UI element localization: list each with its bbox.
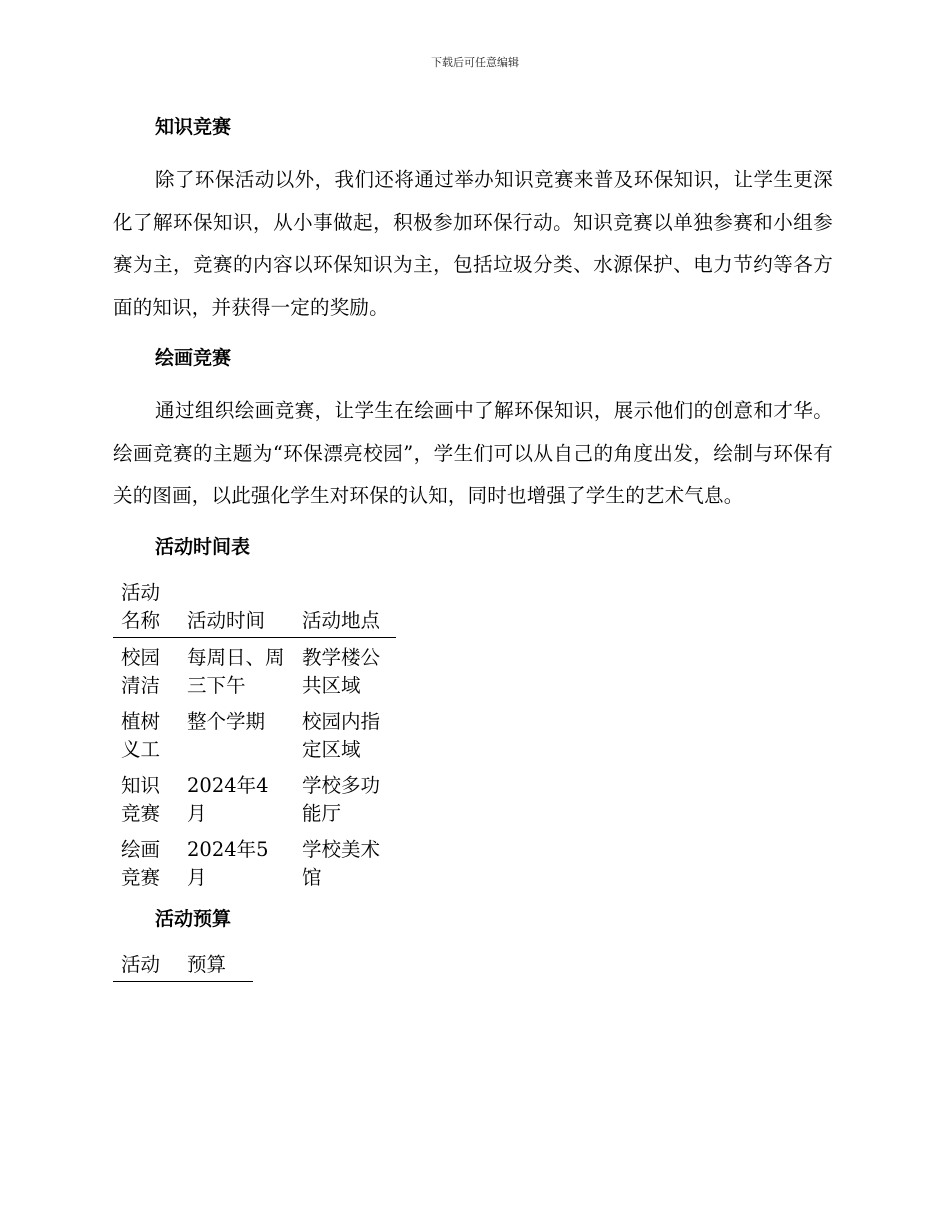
schedule-cell-time: 每周日、周三下午 <box>187 645 285 697</box>
table-row <box>113 637 396 708</box>
section-heading-schedule: 活动时间表 <box>155 535 251 558</box>
schedule-cell-location: 教学楼公共区域 <box>302 645 381 697</box>
schedule-table <box>113 579 396 900</box>
painting-contest-paragraph: 通过组织绘画竞赛，让学生在绘画中了解环保知识，展示他们的创意和才华。绘画竞赛的主题为“环保漂亮校园”，学生们可以从自己的角度出发，绘制与环保有关的图画，以此强化学生对环保的认知，同时也增强了学生的艺术气息。 <box>113 399 833 507</box>
schedule-cell-location: 学校多功能厅 <box>302 773 381 825</box>
budget-table <box>113 951 253 982</box>
schedule-header-row <box>113 579 396 638</box>
document-body <box>113 108 833 982</box>
schedule-cell-time: 整个学期 <box>187 709 266 733</box>
schedule-cell-activity: 校园清洁 <box>121 645 161 697</box>
schedule-cell-activity: 绘画竞赛 <box>121 837 161 889</box>
schedule-cell-location: 校园内指定区域 <box>302 709 381 761</box>
schedule-cell-activity: 知识竞赛 <box>121 773 161 825</box>
knowledge-contest-paragraph: 除了环保活动以外，我们还将通过举办知识竞赛来普及环保知识，让学生更深化了解环保知识，从小事做起，积极参加环保行动。知识竞赛以单独参赛和小组参赛为主，竞赛的内容以环保知识为主，包括垃圾分类、水源保护、电力节约等各方面的知识，并获得一定的奖励。 <box>113 168 833 319</box>
section-heading-knowledge-contest: 知识竞赛 <box>155 116 232 138</box>
table-row <box>113 836 396 900</box>
table-row <box>113 708 396 772</box>
section-heading-budget: 活动预算 <box>155 907 232 930</box>
budget-col-activity: 活动 <box>121 952 161 976</box>
schedule-cell-location: 学校美术馆 <box>302 837 381 889</box>
schedule-cell-time: 2024年5月 <box>187 837 269 889</box>
table-row <box>113 772 396 836</box>
page-header: 下载后可任意编辑 <box>431 56 519 69</box>
schedule-col-time: 活动时间 <box>187 608 266 632</box>
schedule-cell-activity: 植树义工 <box>121 709 161 761</box>
schedule-col-name: 活动名称 <box>121 580 161 632</box>
budget-header-row <box>113 951 253 982</box>
schedule-col-location: 活动地点 <box>302 608 381 632</box>
budget-col-amount: 预算 <box>187 952 227 976</box>
schedule-cell-time: 2024年4月 <box>187 773 269 825</box>
section-heading-painting-contest: 绘画竞赛 <box>155 347 232 369</box>
